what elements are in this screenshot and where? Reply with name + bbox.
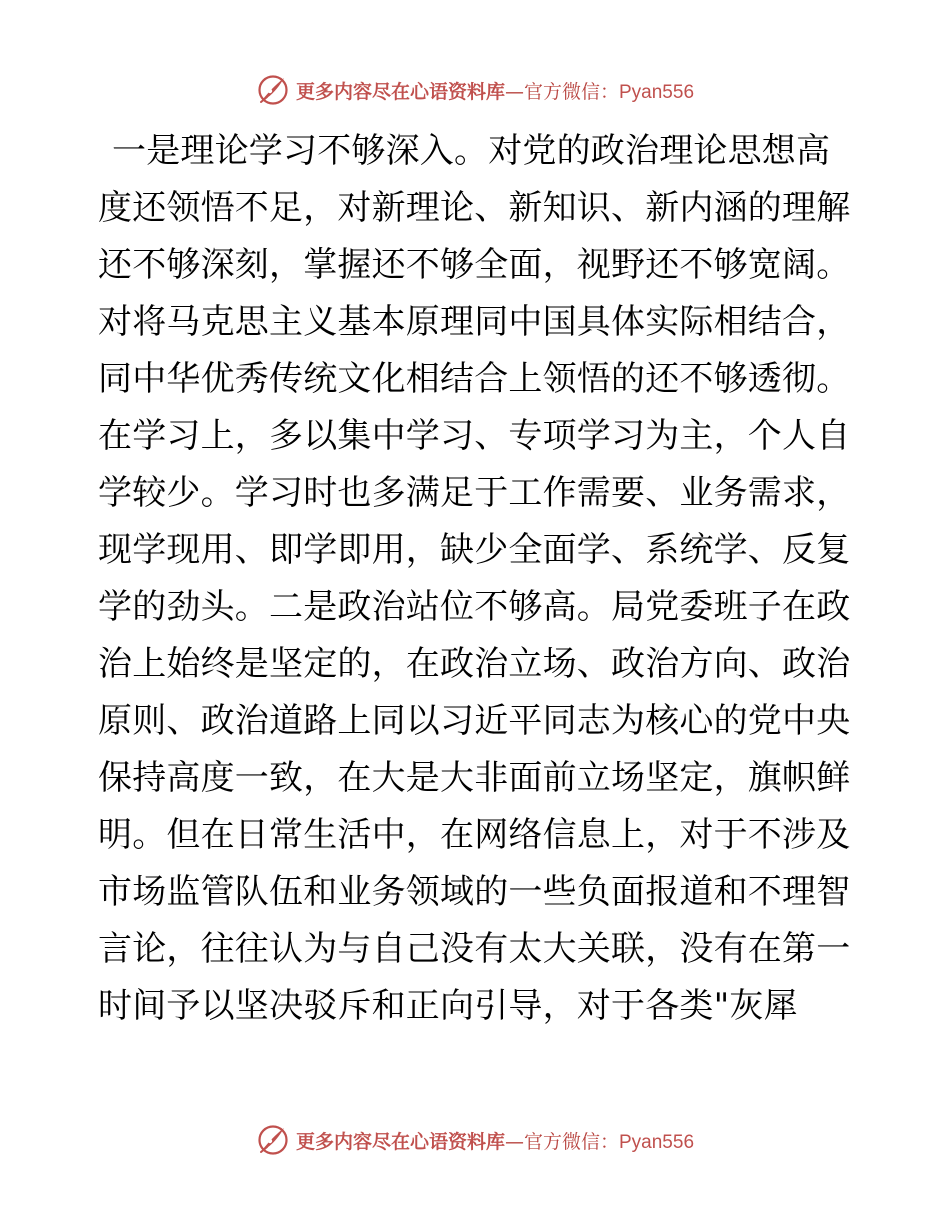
page-header-banner bbox=[0, 70, 950, 110]
body-line: 现学现用、即学即用，缺少全面学、系统学、反复 bbox=[98, 530, 851, 570]
body-line: 时间予以坚决驳斥和正向引导，对于各类"灰犀 bbox=[98, 986, 798, 1026]
body-line: 明。但在日常生活中，在网络信息上，对于不涉及 bbox=[98, 815, 851, 855]
footer-banner-text bbox=[296, 1127, 694, 1154]
footer-wechat-id: Pyan556 bbox=[619, 1131, 695, 1153]
header-wechat-id: Pyan556 bbox=[619, 81, 695, 103]
footer-site-text: 更多内容尽在心语资料库 bbox=[295, 1130, 505, 1153]
footer-wechat-label: 官方微信： bbox=[523, 1130, 619, 1153]
body-line: 原则、政治道路上同以习近平同志为核心的党中央 bbox=[98, 701, 851, 741]
body-line: 言论，往往认为与自己没有太大关联，没有在第一 bbox=[98, 929, 851, 969]
body-line: 保持高度一致，在大是大非面前立场坚定，旗帜鲜 bbox=[98, 758, 851, 798]
body-line: 度还领悟不足，对新理论、新知识、新内涵的理解 bbox=[98, 188, 851, 228]
body-line: 还不够深刻，掌握还不够全面，视野还不够宽阔。 bbox=[98, 245, 851, 285]
body-line: 对将马克思主义基本原理同中国具体实际相结合， bbox=[98, 302, 851, 342]
body-line: 在学习上，多以集中学习、专项学习为主，个人自 bbox=[98, 416, 851, 456]
quill-pen-logo-icon bbox=[256, 1123, 290, 1157]
body-line: 一是理论学习不够深入。对党的政治理论思想高 bbox=[112, 131, 831, 171]
body-line: 同中华优秀传统文化相结合上领悟的还不够透彻。 bbox=[98, 359, 851, 399]
body-line: 市场监管队伍和业务领域的一些负面报道和不理智 bbox=[98, 872, 851, 912]
header-separator: — bbox=[504, 80, 524, 103]
body-line: 治上始终是坚定的，在政治立场、政治方向、政治 bbox=[98, 644, 851, 684]
page-footer-banner bbox=[0, 1120, 950, 1160]
body-line: 学的劲头。二是政治站位不够高。局党委班子在政 bbox=[98, 587, 851, 627]
document-body bbox=[98, 123, 854, 1035]
footer-separator: — bbox=[504, 1130, 524, 1153]
quill-pen-logo-icon bbox=[256, 73, 290, 107]
body-line: 学较少。学习时也多满足于工作需要、业务需求， bbox=[98, 473, 851, 513]
header-wechat-label: 官方微信： bbox=[523, 80, 619, 103]
header-site-text: 更多内容尽在心语资料库 bbox=[295, 80, 505, 103]
header-banner-text bbox=[296, 77, 694, 104]
